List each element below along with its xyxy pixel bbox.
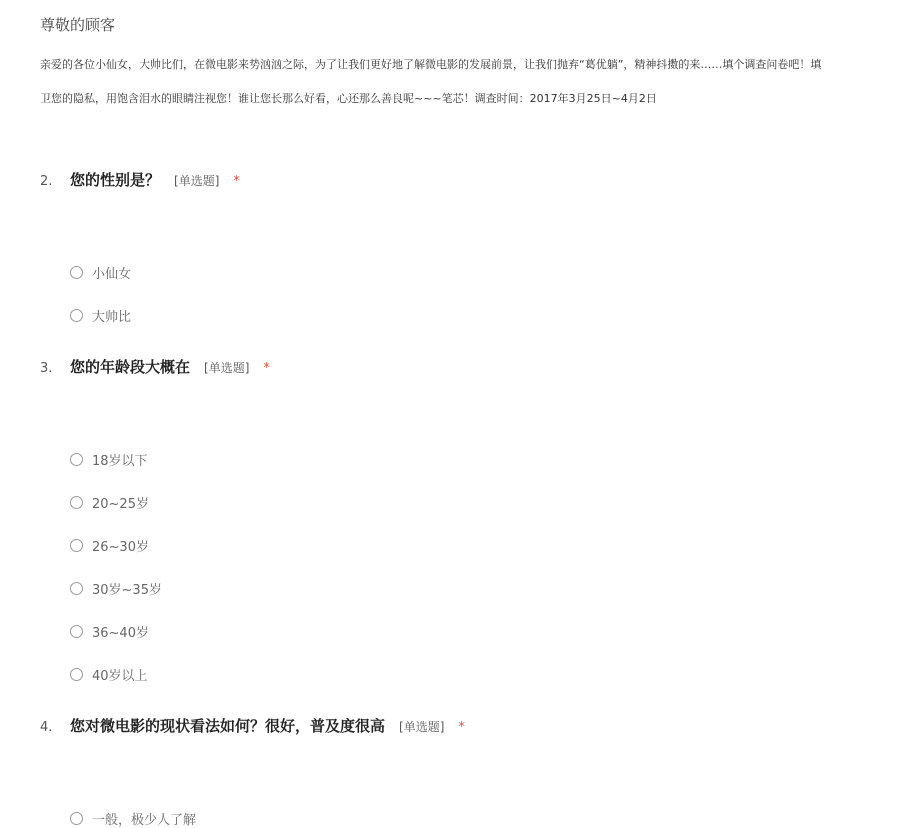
question-2 xyxy=(40,169,880,325)
radio-button[interactable] xyxy=(70,812,83,825)
question-header xyxy=(40,356,880,380)
option-label: 30岁~35岁 xyxy=(92,582,162,598)
intro-line-1: 亲爱的各位小仙女，大帅比们，在微电影来势汹汹之际，为了让我们更好地了解微电影的发展前景，让我们抛弃“葛优躺”，精神抖擞的来……填个调查问卷吧！填 xyxy=(40,58,822,71)
option-36-40[interactable] xyxy=(70,621,149,641)
intro-line-2: 卫您的隐私，用饱含泪水的眼睛注视您！谁让您长那么好看，心还那么善良呢~~~笔芯！调查时间：2017年3月25日~4月2日 xyxy=(40,92,657,105)
radio-button[interactable] xyxy=(70,496,83,509)
question-type-tag: [单选题] xyxy=(399,720,445,734)
question-type-tag: [单选题] xyxy=(204,361,250,375)
question-title: 您的年龄段大概在 xyxy=(70,358,191,376)
option-label: 36~40岁 xyxy=(92,625,149,641)
option-label: 20~25岁 xyxy=(92,496,149,512)
option-20-25[interactable] xyxy=(70,492,149,512)
option-under-18[interactable] xyxy=(70,449,148,469)
option-over-40[interactable] xyxy=(70,664,148,684)
required-mark: * xyxy=(458,720,465,735)
radio-button[interactable] xyxy=(70,582,83,595)
question-number: 4. xyxy=(40,720,53,735)
radio-button[interactable] xyxy=(70,539,83,552)
question-number: 3. xyxy=(40,361,53,376)
option-30-35[interactable] xyxy=(70,578,162,598)
required-mark: * xyxy=(233,174,240,189)
question-title: 您的性别是？ xyxy=(70,171,161,189)
radio-button[interactable] xyxy=(70,309,83,322)
radio-button[interactable] xyxy=(70,668,83,681)
radio-button[interactable] xyxy=(70,266,83,279)
radio-button[interactable] xyxy=(70,453,83,466)
survey-greeting: 尊敬的顾客 xyxy=(40,16,116,34)
question-header xyxy=(40,715,880,739)
radio-button[interactable] xyxy=(70,625,83,638)
option-dashuaibi[interactable] xyxy=(70,305,131,325)
question-4 xyxy=(40,715,880,828)
option-label: 18岁以下 xyxy=(92,453,148,469)
survey-intro xyxy=(40,56,900,107)
question-3 xyxy=(40,356,880,684)
option-label: 小仙女 xyxy=(92,266,132,282)
required-mark: * xyxy=(263,361,270,376)
option-xiaoxiannv[interactable] xyxy=(70,262,131,282)
option-label: 大帅比 xyxy=(92,309,132,325)
option-label: 一般，极少人了解 xyxy=(92,812,197,828)
option-average[interactable] xyxy=(70,808,196,828)
question-number: 2. xyxy=(40,174,53,189)
question-header xyxy=(40,169,880,193)
option-26-30[interactable] xyxy=(70,535,149,555)
question-type-tag: [单选题] xyxy=(174,174,220,188)
option-label: 26~30岁 xyxy=(92,539,149,555)
option-label: 40岁以上 xyxy=(92,668,148,684)
question-title: 您对微电影的现状看法如何？很好，普及度很高 xyxy=(70,717,386,735)
